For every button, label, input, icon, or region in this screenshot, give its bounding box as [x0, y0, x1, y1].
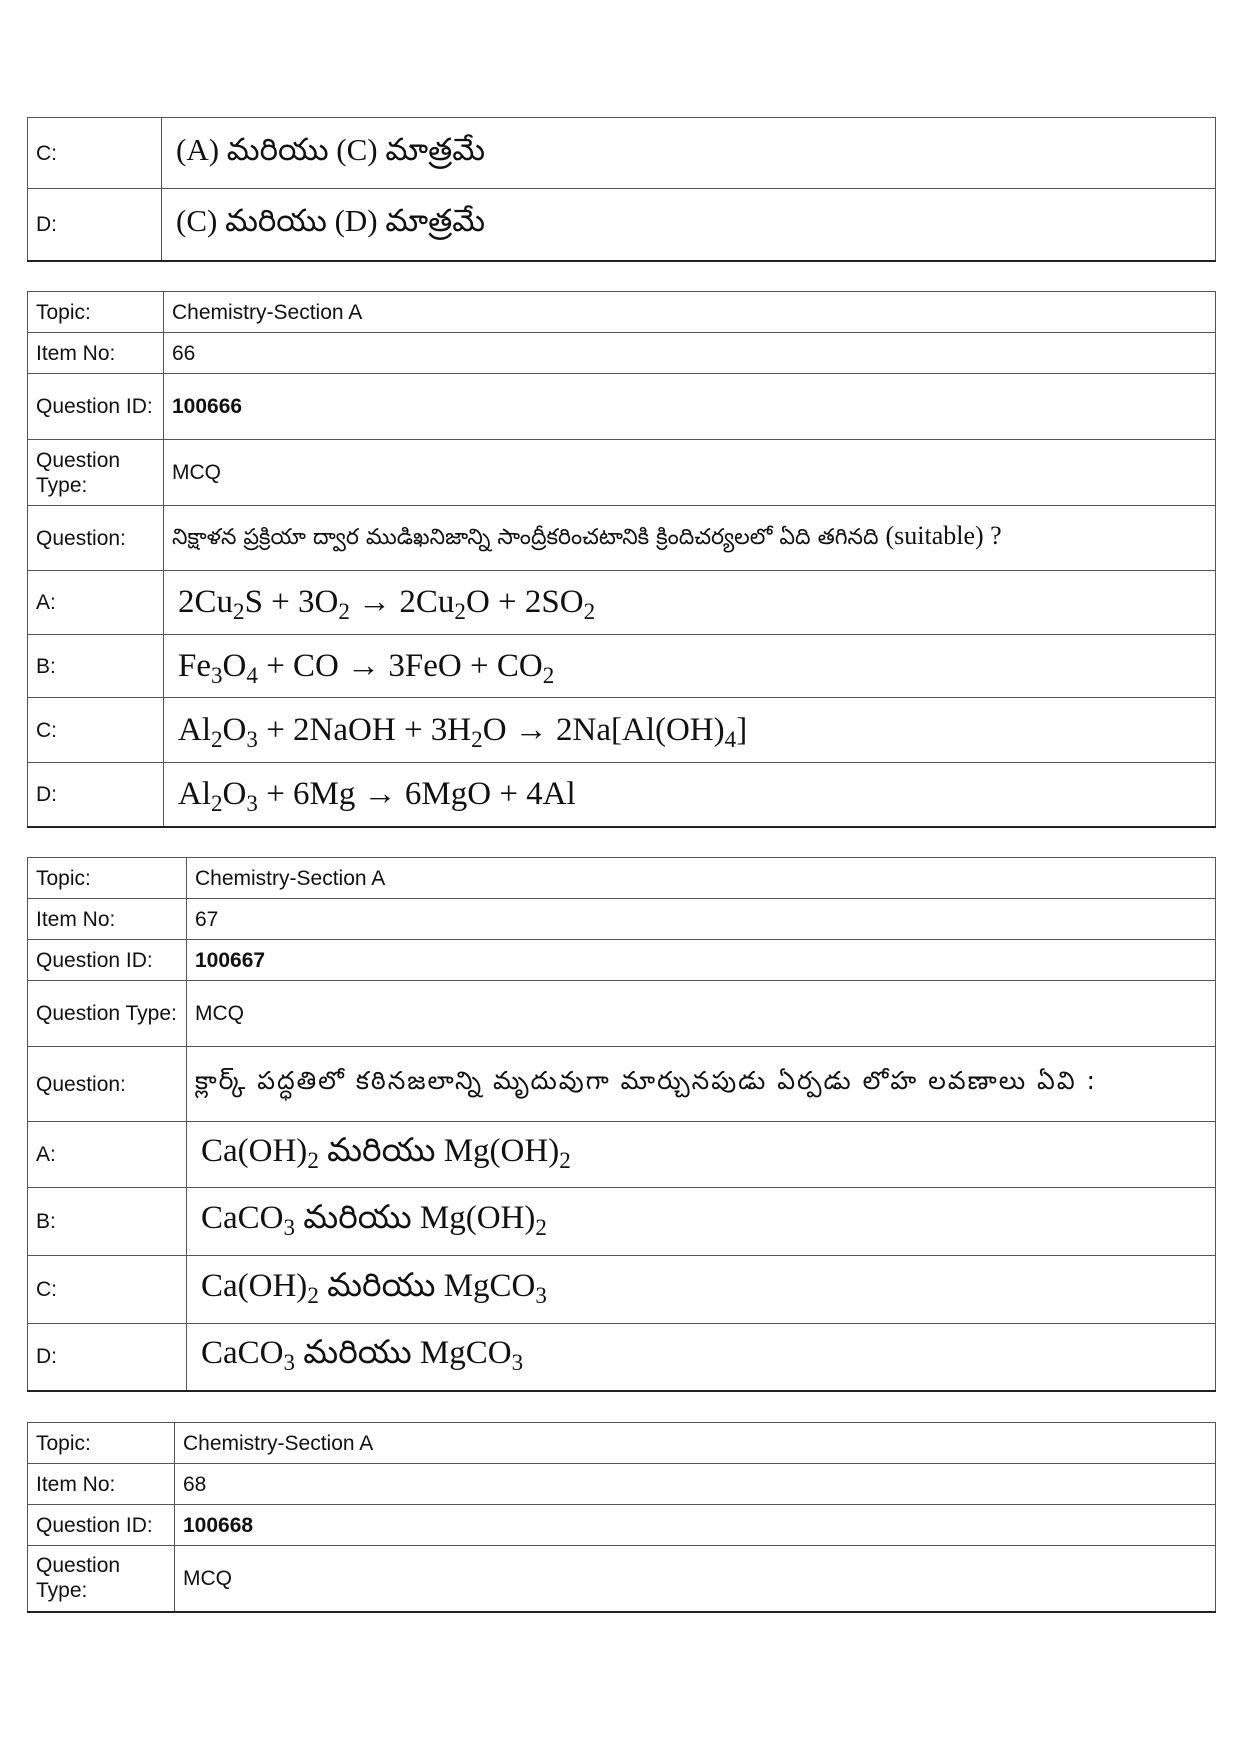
question-id-row [28, 1505, 1216, 1546]
option-label: B: [28, 1188, 187, 1256]
question-text-telugu: నిక్షాళన ప్రక్రియా ద్వార ముడిఖనిజాన్ని సాంద్రీకరించటానికి క్రిందిచర్యలలో ఏది తగినది [172, 525, 879, 550]
option-a-formula: $2Cu_2S + 3O_2 \to 2Cu_2O + 2SO_2$ [164, 571, 1216, 635]
topic-row [28, 292, 1216, 333]
option-row [28, 1324, 1216, 1391]
option-row [28, 698, 1216, 763]
item-no-label: Item No: [28, 1464, 175, 1505]
topic-value: Chemistry-Section A [187, 858, 1216, 899]
question-type-label: Question Type: [28, 1546, 175, 1612]
option-label: D: [28, 189, 162, 261]
item-no-value: 67 [187, 899, 1216, 940]
option-row [28, 1256, 1216, 1324]
question-label: Question: [28, 506, 164, 571]
question-id-value: 100666 [164, 374, 1216, 440]
question-type-label: Question Type: [28, 981, 187, 1047]
item-no-label: Item No: [28, 899, 187, 940]
option-label: A: [28, 571, 164, 635]
option-text: (C) మరియు (D) మాత్రమే [162, 189, 1216, 261]
question-68-table [27, 1422, 1216, 1613]
question-row [28, 506, 1216, 571]
option-b-formula: CaCO$_3$ మరియు $Mg(OH)_2$ [187, 1188, 1216, 1256]
question-type-label: Question Type: [28, 440, 164, 506]
question-id-label: Question ID: [28, 374, 164, 440]
question-id-value: 100668 [175, 1505, 1216, 1546]
topic-row [28, 1423, 1216, 1464]
topic-value: Chemistry-Section A [175, 1423, 1216, 1464]
option-label: C: [28, 1256, 187, 1324]
question-id-row [28, 374, 1216, 440]
option-a-formula: $Ca(OH)_2$ మరియు $Mg(OH)_2$ [187, 1122, 1216, 1188]
option-row [28, 1122, 1216, 1188]
option-d-formula: CaCO$_3$ మరియు MgCO$_3$ [187, 1324, 1216, 1391]
question-id-value: 100667 [187, 940, 1216, 981]
option-label: C: [28, 118, 162, 189]
question-id-row [28, 940, 1216, 981]
topic-label: Topic: [28, 1423, 175, 1464]
option-label: D: [28, 1324, 187, 1391]
question-type-value: MCQ [175, 1546, 1216, 1612]
option-row [28, 635, 1216, 698]
topic-label: Topic: [28, 858, 187, 899]
question-type-row [28, 981, 1216, 1047]
option-row [28, 763, 1216, 827]
option-row [28, 1188, 1216, 1256]
topic-value: Chemistry-Section A [164, 292, 1216, 333]
question-text [164, 506, 1216, 571]
option-row [28, 189, 1216, 261]
question-66-table [27, 291, 1216, 828]
option-label: C: [28, 698, 164, 763]
topic-label: Topic: [28, 292, 164, 333]
question-id-label: Question ID: [28, 1505, 175, 1546]
question-label: Question: [28, 1047, 187, 1122]
option-c-formula: $Al_2O_3$ + 2NaOH + $3H_2O \to 2Na[Al(OH)_4]$ [164, 698, 1216, 763]
option-text: (A) మరియు (C) మాత్రమే [162, 118, 1216, 189]
question-id-label: Question ID: [28, 940, 187, 981]
question-row [28, 1047, 1216, 1122]
option-label: B: [28, 635, 164, 698]
option-row [28, 571, 1216, 635]
option-d-formula: $Al_2O_3 + 6Mg \to 6MgO + 4Al$ [164, 763, 1216, 827]
question-type-row [28, 440, 1216, 506]
question-type-value: MCQ [187, 981, 1216, 1047]
prev-question-options-table [27, 117, 1216, 262]
option-row [28, 118, 1216, 189]
item-no-value: 68 [175, 1464, 1216, 1505]
question-type-row [28, 1546, 1216, 1612]
question-type-value: MCQ [164, 440, 1216, 506]
option-b-formula: $Fe_3O_4$ + CO → $3FeO + CO_2$ [164, 635, 1216, 698]
option-label: A: [28, 1122, 187, 1188]
question-text: క్లార్క్ పద్ధతిలో కఠినజలాన్ని మృదువుగా మార్చునపుడు ఏర్పడు లోహ లవణాలు ఏవి : [187, 1047, 1216, 1122]
question-67-table [27, 857, 1216, 1392]
item-no-row [28, 1464, 1216, 1505]
item-no-row [28, 899, 1216, 940]
question-text-english: (suitable) ? [885, 521, 1002, 550]
option-c-formula: $Ca(OH)_2$ మరియు MgCO$_3$ [187, 1256, 1216, 1324]
item-no-value: 66 [164, 333, 1216, 374]
topic-row [28, 858, 1216, 899]
option-label: D: [28, 763, 164, 827]
item-no-label: Item No: [28, 333, 164, 374]
item-no-row [28, 333, 1216, 374]
